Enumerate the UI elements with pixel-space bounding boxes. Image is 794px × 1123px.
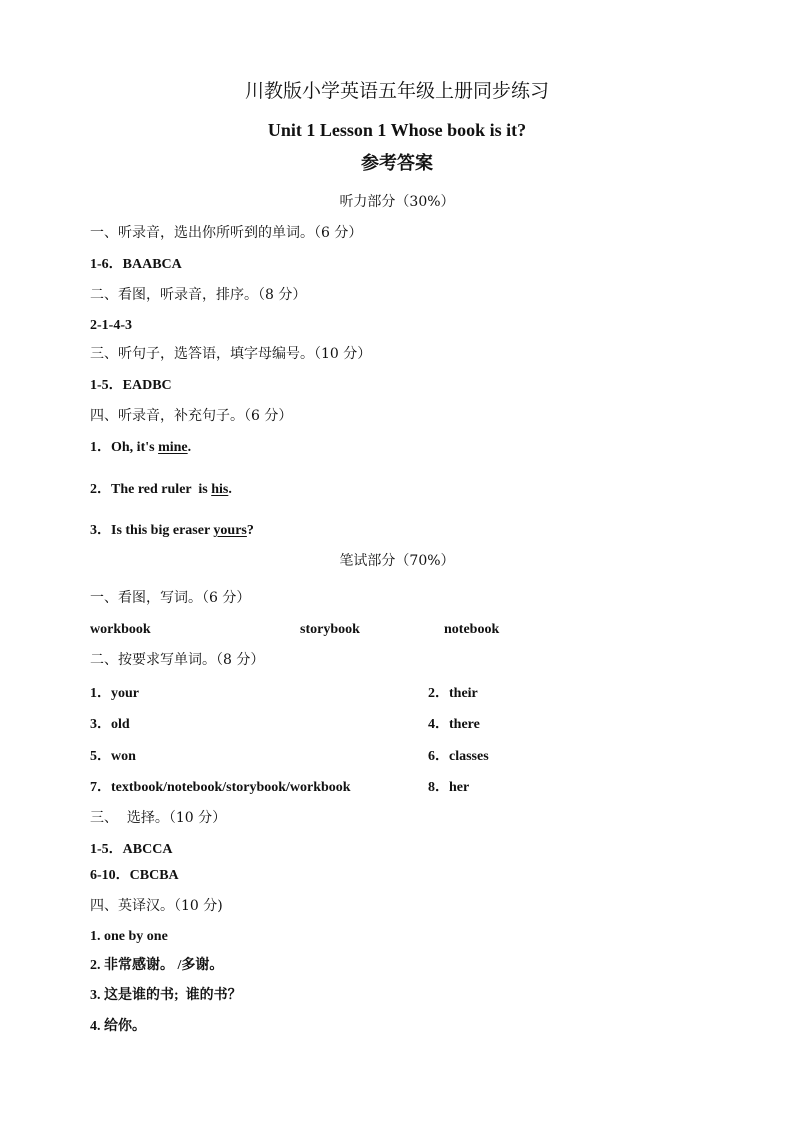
translation-item-1: 1. one by one [90, 929, 168, 944]
fill-sentence-3-suffix: ? [246, 523, 254, 538]
writing-heading: 笔试部分（70%） [339, 553, 455, 569]
word-item-2: 2．their [428, 686, 478, 701]
word-item-8: 8．her [428, 780, 470, 795]
listening-section-3-heading: 三、听句子，选答语，填字母编号。（10 分） [90, 346, 372, 362]
word-item-4: 4．there [428, 717, 480, 732]
document-title: 川教版小学英语五年级上册同步练习 [244, 80, 549, 102]
listening-section-4-heading: 四、听录音，补充句子。（6 分） [90, 408, 293, 424]
fill-sentence-3-answer: yours [213, 523, 247, 538]
word-item-3: 3．old [90, 717, 130, 732]
fill-sentence-1-answer: mine [158, 440, 188, 455]
fill-sentence-3-prefix: 3．Is this big eraser [90, 523, 214, 538]
document-subtitle: Unit 1 Lesson 1 Whose book is it? [267, 120, 527, 140]
word-item-7: 7．textbook/notebook/storybook/workbook [90, 780, 351, 795]
writing-section-2-heading: 二、按要求写单词。（8 分） [90, 652, 265, 668]
fill-sentence-2-suffix: . [228, 482, 232, 497]
word-item-6: 6．classes [428, 749, 489, 764]
choice-answers-6-10: 6-10．CBCBA [90, 868, 179, 883]
fill-sentence-3 [90, 522, 254, 540]
translation-item-4: 4. 给你。 [90, 1019, 146, 1034]
listening-section-2-answer: 2-1-4-3 [90, 318, 132, 333]
answer-heading: 参考答案 [361, 153, 433, 174]
word-storybook: storybook [300, 622, 360, 637]
word-workbook: workbook [90, 622, 151, 637]
translation-item-3: 3. 这是谁的书; 谁的书？ [90, 988, 242, 1003]
fill-sentence-1-prefix: 1．Oh, it's [90, 440, 159, 455]
translation-item-2: 2. 非常感谢。 /多谢。 [90, 958, 224, 973]
listening-section-2-heading: 二、看图，听录音，排序。（8 分） [90, 287, 307, 303]
listening-heading: 听力部分（30%） [339, 194, 455, 210]
word-item-5: 5．won [90, 749, 136, 764]
fill-sentence-1 [90, 439, 191, 457]
fill-sentence-2 [90, 481, 232, 499]
word-notebook: notebook [444, 622, 500, 637]
writing-section-3-heading: 三、 选择。（10 分） [90, 810, 227, 826]
fill-sentence-1-suffix: . [187, 440, 192, 455]
fill-sentence-2-prefix: 2．The red ruler is [90, 482, 212, 497]
listening-section-3-answer: 1-5．EADBC [90, 378, 172, 393]
writing-section-4-heading: 四、英译汉。（10 分) [90, 898, 223, 914]
word-item-1: 1．your [90, 686, 139, 701]
choice-answers-1-5: 1-5．ABCCA [90, 842, 173, 857]
fill-sentence-2-answer: his [211, 482, 229, 497]
listening-section-1-heading: 一、听录音，选出你所听到的单词。（6 分） [90, 225, 363, 241]
listening-section-1-answer: 1-6．BAABCA [90, 257, 182, 272]
writing-section-1-heading: 一、看图，写词。（6 分） [90, 590, 251, 606]
